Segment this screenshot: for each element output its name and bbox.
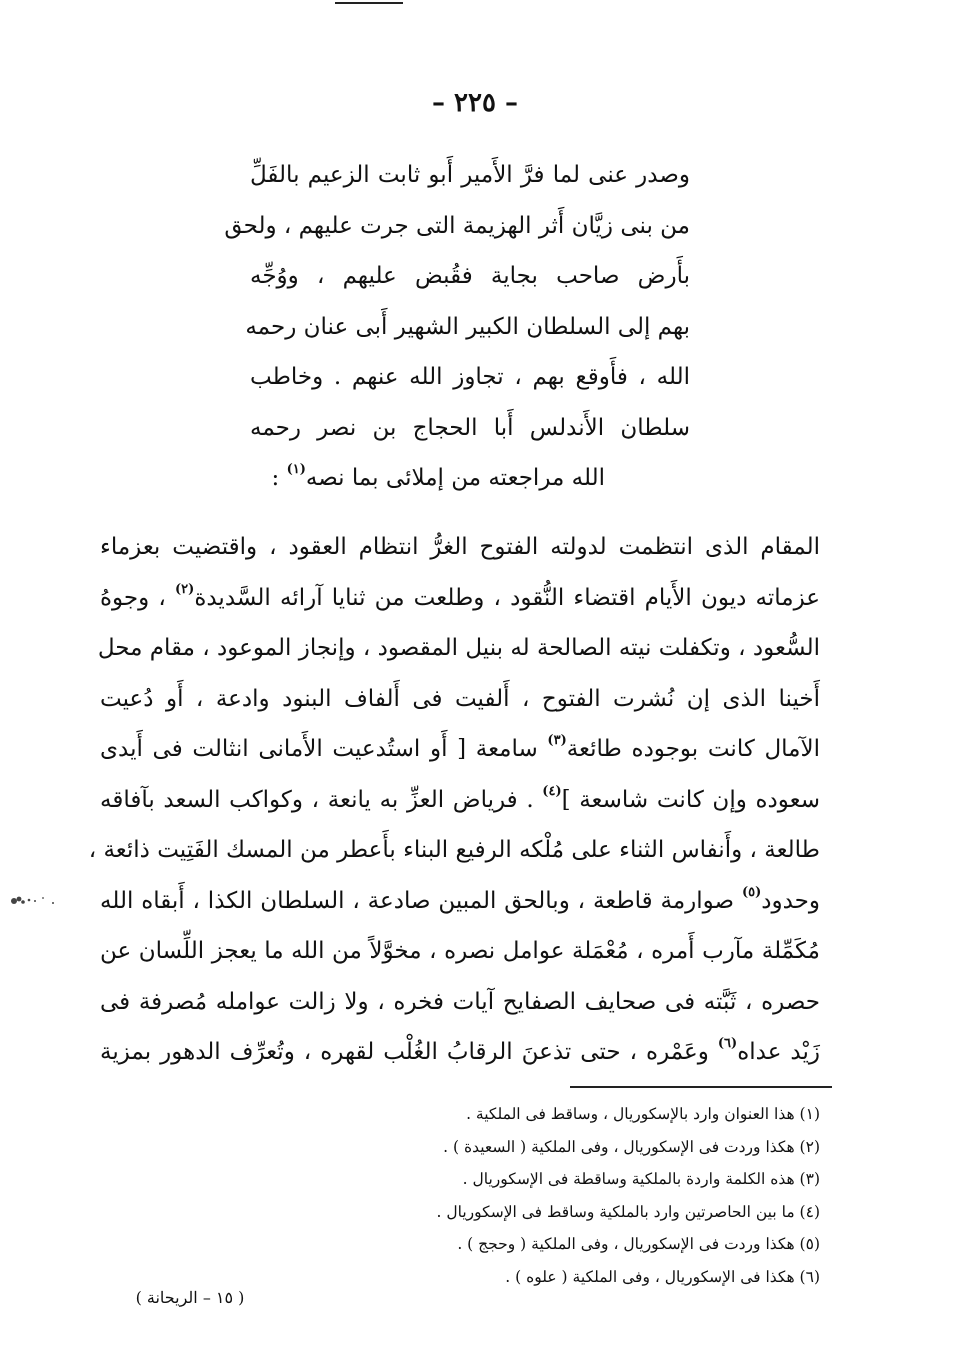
- body-paragraph: [88, 522, 820, 1078]
- body-line-text: صوارمة قاطعة ، وبالحق المبين صادعة ، السلطان الكذا ، أَبقاه الله: [100, 887, 735, 914]
- footnote-marker: (٣): [547, 733, 567, 748]
- body-line: حصره ، ثَبَّته فى صحايف الصفايح آيات فخره ، ولا زالت عوامله مُصرفة فى: [100, 988, 820, 1015]
- top-rule: [335, 2, 403, 4]
- footnote-item: (٤) ما بين الحاصرتين وارد بالملكية وساقط فى الإسكوريال .: [436, 1202, 820, 1221]
- body-line-text: عزماته ديون الأَيام اقتضاء النُّقود ، وطلعت من ثنايا آرائه السَّديدة: [194, 584, 820, 611]
- body-line: مُكَمِّلة مآرب أَمره ، مُعْمَلة عوامل نصره ، مخوَّلاً من الله ما يعجز اللِّسان عن: [100, 938, 820, 964]
- body-line: السُّعود ، وتكفلت نيته الصالحة له بنيل المقصود ، وإنجاز الموعود ، مقام محل: [97, 635, 820, 661]
- body-line-text: . فرياض العزِّ به يانعة ، وكواكب السعد بآفاقه: [100, 786, 534, 813]
- intro-line: سلطان الأَندلس أَبا الحجاج بن نصر رحمه: [250, 414, 690, 441]
- body-line-text: وعَمْره ، حتى تذعنَ الرقابُ الغُلْب لقهره ، وتُعرِّف الدهور بمزية: [100, 1039, 709, 1065]
- footnote-item: (٣) هذه الكلمة واردة بالملكية وساقطة فى الإسكوريال .: [462, 1170, 820, 1188]
- footnote-item: (٦) هكذا فى الإسكوريال ، وفى الملكية ( علوه ) .: [505, 1267, 820, 1286]
- footnote-item: (٢) هكذا وردت فى الإسكوريال ، وفى الملكية ( السعيدة ) .: [443, 1137, 820, 1156]
- scan-speck: [6, 890, 60, 912]
- body-line: [100, 573, 820, 624]
- footnote-marker: (٦): [717, 1036, 738, 1051]
- body-line: [100, 876, 820, 927]
- intro-line-last: [250, 453, 690, 504]
- body-line-text: ، وجوهُ: [100, 584, 166, 611]
- footnote-item: (٥) هكذا وردت فى الإسكوريال ، وفى الملكية ( وحجج ) .: [457, 1235, 820, 1253]
- body-line: [100, 1027, 820, 1078]
- footnote-marker: (٥): [741, 884, 762, 900]
- body-line-text: سعوده وإن كانت شاسعة ]: [561, 786, 820, 813]
- intro-line: الله ، فأَوقع بهم ، تجاوز الله عنهم . وخاطب: [250, 364, 690, 390]
- footnote-marker: (٢): [175, 581, 195, 597]
- intro-line: بأَرض صاحب بجاية فقُبض عليهم ، ووُجِّه: [250, 263, 690, 289]
- body-line-text: وحدود: [761, 887, 820, 914]
- footnotes-list: [350, 1098, 820, 1293]
- body-line-text: زَيْد عداه: [737, 1039, 820, 1065]
- intro-line: وصدر عنى لما فرَّ الأَمير أَبو ثابت الزعيم بالفَلِّ: [250, 162, 690, 188]
- footnote-marker: (٤): [542, 783, 562, 799]
- body-line: طالعة ، وأَنفاس الثناء على مُلْكه الرفيع البناء بأَعطر من المسك الفَتِيت ذائعة ،: [88, 837, 820, 863]
- body-line: أَخينا الذى إن نُشرت الفتوح ، أَلفيت فى أَلفاف البنود وادعة ، أَو دُعيت: [100, 685, 820, 712]
- body-line-text: الآمال كانت بوجوده طائعة: [566, 736, 820, 762]
- footnote-marker: (١): [286, 462, 306, 477]
- intro-end-colon: :: [271, 465, 280, 491]
- page-number: – ٢٢٥ –: [431, 88, 519, 118]
- footnote-separator: [570, 1086, 832, 1088]
- body-line: المقام الذى انتظمت لدولته الفتوح الغرُّ انتظام العقود ، واقتضيت بعزماء: [100, 534, 820, 560]
- body-line: [100, 775, 820, 826]
- intro-line-text: الله مراجعته من إملائى بما نصه: [305, 465, 605, 491]
- printer-signature: ( ١٥ – الريحانة ): [135, 1288, 245, 1307]
- body-line-text: سامعة [ أَو استُدعيت الأَمانى انثالت فى أَيدى: [100, 736, 538, 762]
- intro-line: من بنى زيَّان أَثر الهزيمة التى جرت عليهم ، ولحق: [224, 212, 690, 239]
- intro-paragraph: [224, 150, 690, 504]
- footnote-item: (١) هذا العنوان وارد بالإسكوريال ، وساقط فى الملكية .: [466, 1105, 820, 1123]
- body-line: [100, 724, 820, 775]
- intro-line: بهم إلى السلطان الكبير الشهير أَبى عنان رحمه: [245, 313, 690, 340]
